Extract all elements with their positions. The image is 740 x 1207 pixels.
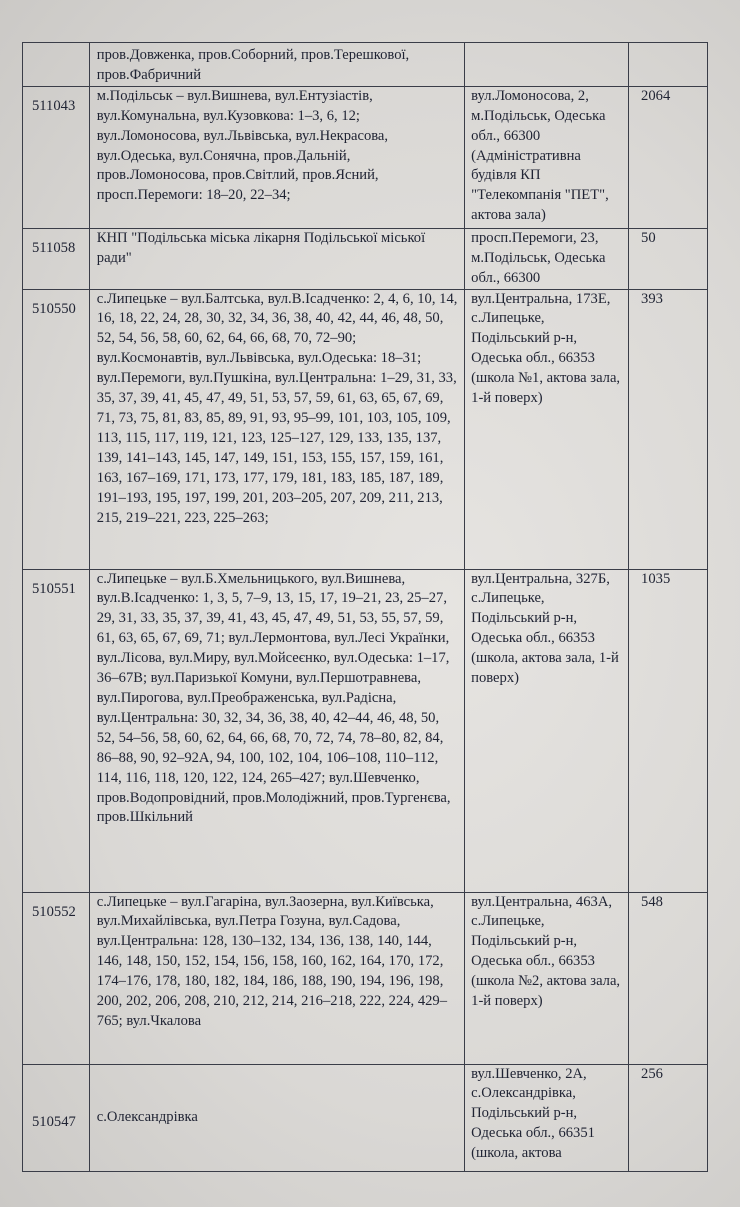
station-code-cell: 510551 bbox=[23, 569, 90, 892]
address-cell: вул.Шевченко, 2А, с.Олександрівка, Подільський р-н, Одеська обл., 66351 (школа, актова bbox=[465, 1064, 629, 1171]
address-cell: просп.Перемоги, 23, м.Подільськ, Одеська обл., 66300 bbox=[465, 228, 629, 289]
table-row bbox=[23, 228, 708, 289]
voters-cell: 256 bbox=[629, 1064, 708, 1171]
station-code-cell: 511058 bbox=[23, 228, 90, 289]
table-row bbox=[23, 43, 708, 87]
address-cell: вул.Ломоносова, 2, м.Подільськ, Одеська обл., 66300 (Адміністративна будівля КП "Телекомпанія "ПЕТ", актова зала) bbox=[465, 86, 629, 228]
table-row bbox=[23, 569, 708, 892]
address-cell: вул.Центральна, 327Б, с.Липецьке, Подільський р-н, Одеська обл., 66353 (школа, актова зала, 1-й поверх) bbox=[465, 569, 629, 892]
station-code-cell: 510552 bbox=[23, 892, 90, 1064]
voters-cell: 393 bbox=[629, 289, 708, 569]
streets-cell: с.Олександрівка bbox=[89, 1064, 464, 1171]
table-row bbox=[23, 86, 708, 228]
table-row bbox=[23, 289, 708, 569]
streets-cell: с.Липецьке – вул.Гагаріна, вул.Заозерна, вул.Київська, вул.Михайлівська, вул.Петра Гозуна, вул.Садова, вул.Центральна: 128, 130–132, 134, 136, 138, 140, 144, 146, 148, 150, 152, 154, 156, 158, 160, 162, 164, 170, 172, 174–176, 178, 180, 182, 184, 186, 188, 190, 194, 196, 198, 200, 202, 206, 208, 210, 212, 214, 216–218, 222, 224, 429–765; вул.Чкалова bbox=[89, 892, 464, 1064]
address-cell: вул.Центральна, 173Е, с.Липецьке, Подільський р-н, Одеська обл., 66353 (школа №1, актова зала, 1-й поверх) bbox=[465, 289, 629, 569]
address-cell: вул.Центральна, 463А, с.Липецьке, Подільський р-н, Одеська обл., 66353 (школа №2, актова зала, 1-й поверх) bbox=[465, 892, 629, 1064]
station-code-cell: 511043 bbox=[23, 86, 90, 228]
streets-cell: КНП "Подільська міська лікарня Подільської міської ради" bbox=[89, 228, 464, 289]
voters-cell: 2064 bbox=[629, 86, 708, 228]
station-code-cell bbox=[23, 43, 90, 87]
streets-cell: м.Подільськ – вул.Вишнева, вул.Ентузіастів, вул.Комунальна, вул.Кузовкова: 1–3, 6, 12; вул.Ломоносова, вул.Львівська, вул.Некрасова, вул.Одеська, вул.Сонячна, пров.Дальній, пров.Ломоносова, пров.Світлий, пров.Ясний, просп.Перемоги: 18–20, 22–34; bbox=[89, 86, 464, 228]
table-row bbox=[23, 1064, 708, 1171]
streets-cell: с.Липецьке – вул.Балтська, вул.В.Ісадченко: 2, 4, 6, 10, 14, 16, 18, 22, 24, 28, 30, 32, 34, 36, 38, 40, 42, 44, 46, 48, 50, 52, 54, 56, 58, 60, 62, 64, 66, 68, 70, 72–90; вул.Космонавтів, вул.Львівська, вул.Одеська: 18–31; вул.Перемоги, вул.Пушкіна, вул.Центральна: 1–29, 31, 33, 35, 37, 39, 41, 45, 47, 49, 51, 53, 57, 59, 61, 63, 65, 67, 69, 71, 73, 75, 81, 83, 85, 89, 91, 93, 95–99, 101, 103, 105, 109, 113, 115, 117, 119, 121, 123, 125–127, 129, 133, 135, 137, 139, 141–143, 145, 147, 149, 151, 153, 155, 157, 159, 161, 163, 167–169, 171, 173, 177, 179, 181, 183, 185, 187, 189, 191–193, 195, 197, 199, 201, 203–205, 207, 209, 211, 213, 215, 219–221, 223, 225–263; bbox=[89, 289, 464, 569]
voters-cell: 50 bbox=[629, 228, 708, 289]
streets-cell: пров.Довженка, пров.Соборний, пров.Терешкової, пров.Фабричний bbox=[89, 43, 464, 87]
voters-cell bbox=[629, 43, 708, 87]
voters-cell: 1035 bbox=[629, 569, 708, 892]
station-code-cell: 510550 bbox=[23, 289, 90, 569]
address-cell bbox=[465, 43, 629, 87]
streets-cell: с.Липецьке – вул.Б.Хмельницького, вул.Вишнева, вул.В.Ісадченко: 1, 3, 5, 7–9, 13, 15, 17, 19–21, 23, 25–27, 29, 31, 33, 35, 37, 39, 41, 43, 45, 47, 49, 51, 53, 55, 57, 59, 61, 63, 65, 67, 69, 71; вул.Лермонтова, вул.Лесі Українки, вул.Лісова, вул.Миру, вул.Мойсеєнко, вул.Одеська: 1–17, 36–67В; вул.Паризької Комуни, вул.Першотравнева, вул.Пирогова, вул.Преображенська, вул.Радісна, вул.Центральна: 30, 32, 34, 36, 38, 40, 42–44, 46, 48, 50, 52, 54–56, 58, 60, 62, 64, 66, 68, 70, 72, 74, 78–80, 82, 84, 86–88, 90, 92–92А, 94, 100, 102, 104, 106–108, 110–112, 114, 116, 118, 120, 122, 124, 265–427; вул.Шевченко, пров.Водопровідний, пров.Молодіжний, пров.Тургенєва, пров.Шкільний bbox=[89, 569, 464, 892]
station-code-cell: 510547 bbox=[23, 1064, 90, 1171]
polling-stations-table bbox=[22, 42, 708, 1172]
voters-cell: 548 bbox=[629, 892, 708, 1064]
table-row bbox=[23, 892, 708, 1064]
